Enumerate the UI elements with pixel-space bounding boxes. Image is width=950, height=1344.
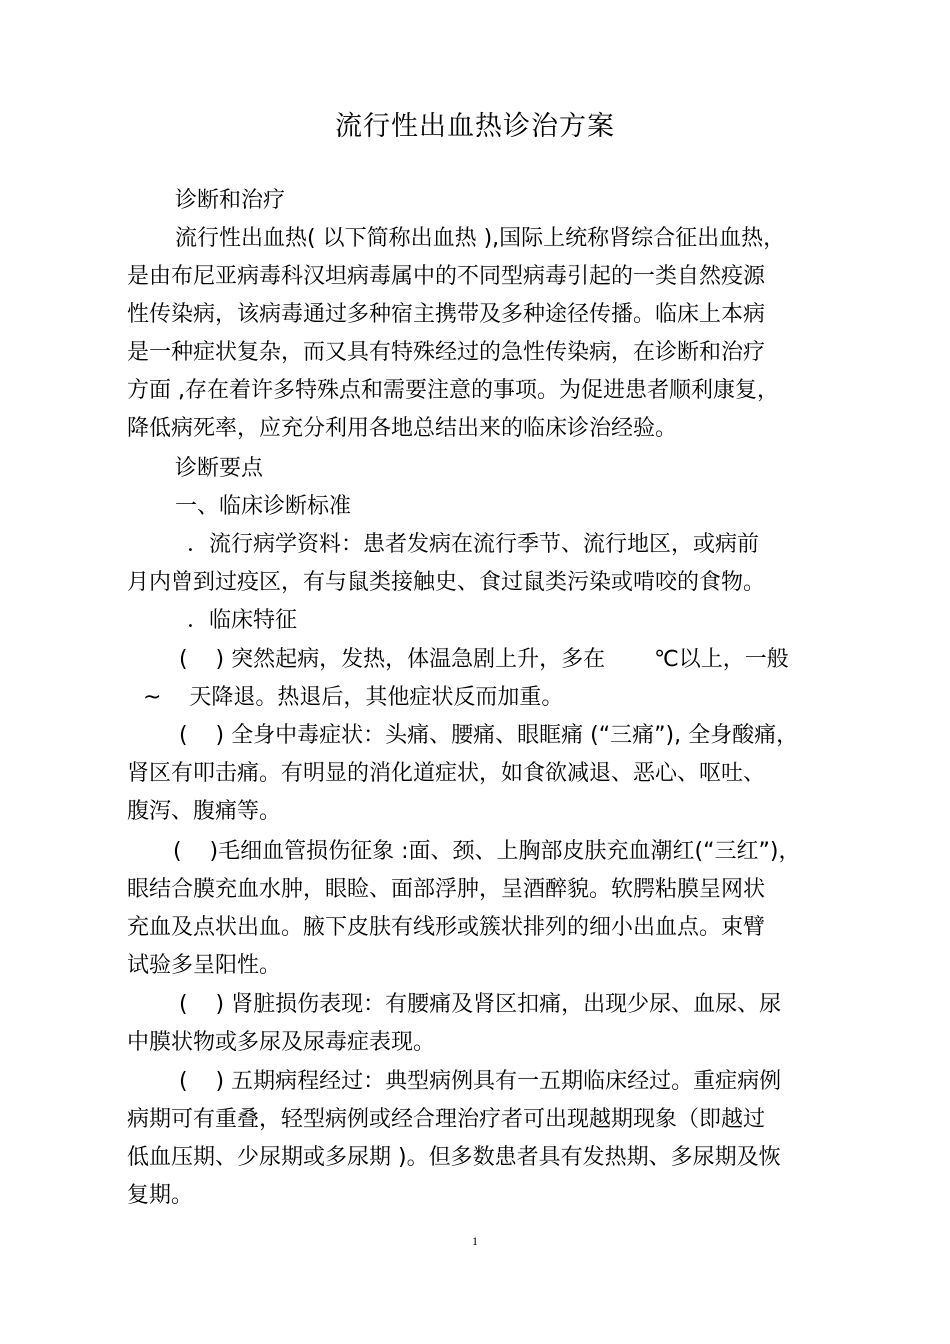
paragraph-feature-five-stages: ( ) 五期病程经过：典型病例具有一五期临床经过。重症病例 病期可有重叠，轻型病例或经合理治疗者可出现越期现象（即越过 低血压期、少尿期或多尿期 )。但多数患者具有发热期、多尿期及恢 复期。 (127, 1069, 782, 1208)
section-heading-clinical-features: ．临床特征 (187, 608, 298, 633)
paragraph-feature-toxic-symptoms: ( ) 全身中毒症状：头痛、腰痛、眼眶痛 (“三痛”), 全身酸痛， 肾区有叩击痛。有明显的消化道症状，如食欲减退、恶心、呕吐、 腹泻、腹痛等。 (127, 723, 799, 824)
section-heading-diagnosis-points: 诊断要点 (175, 456, 264, 481)
paragraph-intro: 流行性出血热( 以下简称出血热 ),国际上统称肾综合征出血热， 是由布尼亚病毒科汉坦病毒属中的不同型病毒引起的一类自然疫源 性传染病，该病毒通过多种宿主携带及多种途径传播。临床上本病 是一种症状复杂，而又具有特殊经过的急性传染病，在诊断和治疗 方面 ,存在着许多特殊点和需要注意的事项。为促进患者顺利康复， 降低病死率，应充分利用各地总结出来的临床诊治经验。 (127, 226, 786, 441)
document-title: 流行性出血热诊治方案 (335, 111, 615, 142)
page-number: 1 (472, 1234, 478, 1248)
paragraph-epidemiology: ．流行病学资料：患者发病在流行季节、流行地区，或病前 月内曾到过疫区，有与鼠类接触史、食过鼠类污染或啃咬的食物。 (127, 532, 766, 595)
paragraph-feature-fever: ( ) 突然起病，发热，体温急剧上升，多在 ℃以上，一般 ~ 天降退。热退后，其他症状反而加重。 (143, 647, 789, 710)
paragraph-feature-kidney-damage: ( ) 肾脏损伤表现：有腰痛及肾区扣痛，出现少尿、血尿、尿 中膜状物或多尿及尿毒症表现。 (127, 992, 782, 1055)
section-heading-diagnosis-treatment: 诊断和治疗 (175, 188, 286, 213)
section-heading-clinical-criteria: 一、临床诊断标准 (175, 494, 352, 519)
paragraph-feature-capillary-damage: ( )毛细血管损伤征象 :面、颈、上胸部皮肤充血潮红(“三红”)， 眼结合膜充血水肿，眼睑、面部浮肿，呈酒醉貌。软腭粘膜呈网状 充血及点状出血。腋下皮肤有线形或簇状排列的细小出血点。束臂 试验多呈阳性。 (127, 839, 801, 978)
